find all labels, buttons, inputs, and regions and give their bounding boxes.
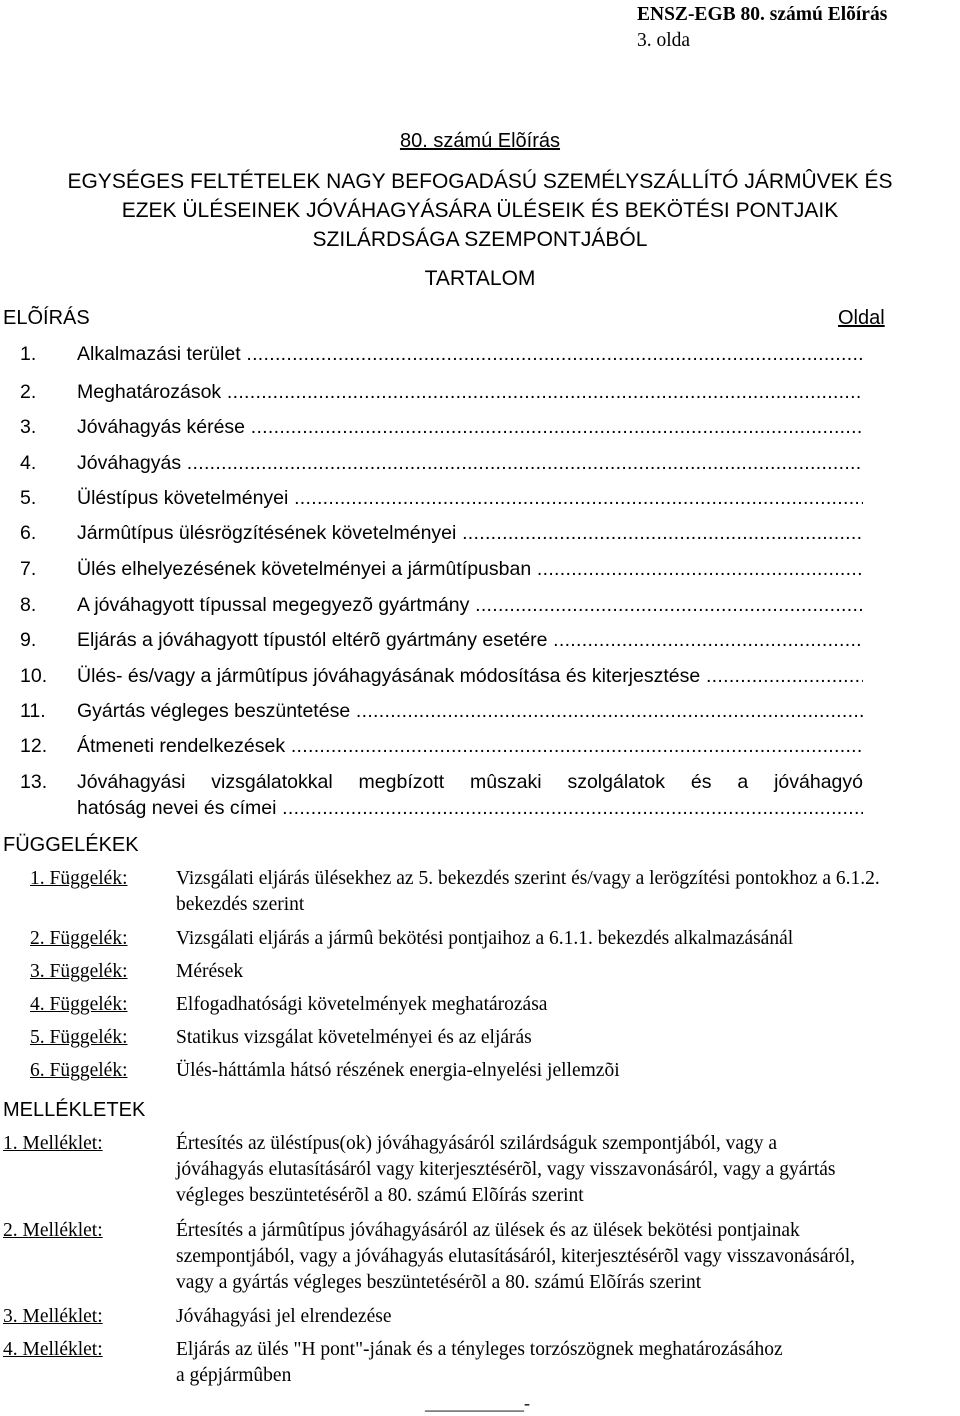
appendix-label: 4. Függelék:	[30, 994, 128, 1015]
toc-title-line-1: Jóváhagyási vizsgálatokkal megbízott mûszaki szolgálatok és a jóváhagyó	[77, 771, 863, 793]
annex-item[interactable]	[3, 1337, 943, 1389]
toc-number: 7.	[20, 558, 37, 580]
toc-item[interactable]	[20, 769, 863, 821]
toc-item[interactable]	[20, 414, 863, 440]
toc-title: Üléstípus követelményei .....	[77, 485, 863, 511]
toc-number: 4.	[20, 452, 37, 474]
toc-title: Ülés elhelyezésének követelményei a jármûtípusban .....	[77, 556, 863, 582]
toc-number: 3.	[20, 416, 37, 438]
annex-text-line: Értesítés a jármûtípus jóváhagyásáról az ülések és az ülések bekötési pontjainak	[176, 1220, 800, 1241]
appendix-text: Elfogadhatósági követelmények meghatározása	[176, 994, 548, 1015]
section-label: ELÕÍRÁS	[3, 307, 90, 329]
toc-number: 1.	[20, 343, 37, 365]
appendix-item[interactable]	[30, 866, 955, 918]
appendix-text: Statikus vizsgálat követelményei és az eljárás	[176, 1027, 532, 1048]
contents-heading: TARTALOM	[424, 267, 536, 290]
header-regulation: ENSZ-EGB 80. számú Elõírás	[637, 4, 888, 25]
toc-number: 11.	[20, 700, 46, 722]
toc-title: Gyártás végleges beszüntetése .....	[77, 698, 863, 724]
toc-number: 10.	[20, 665, 48, 687]
annex-label: 2. Melléklet:	[3, 1220, 103, 1241]
toc-number: 2.	[20, 381, 37, 403]
annex-text-line: Eljárás az ülés "H pont"-jának és a tényleges torzószögnek meghatározásához	[176, 1339, 783, 1360]
annex-item[interactable]	[3, 1304, 943, 1330]
toc-number: 13.	[20, 771, 48, 793]
appendix-label: 6. Függelék:	[30, 1060, 128, 1081]
title-line-2: EZEK ÜLÉSEINEK JÓVÁHAGYÁSÁRA ÜLÉSEIK ÉS BEKÖTÉSI PONTJAIK	[121, 199, 839, 222]
appendix-item[interactable]	[30, 926, 955, 952]
annex-text-line: szempontjából, vagy a jóváhagyás elutasításáról, kiterjesztésérõl vagy visszavonásáról,	[176, 1246, 856, 1267]
appendix-label: 2. Függelék:	[30, 928, 128, 949]
toc-title: Alkalmazási terület .....	[77, 341, 863, 367]
annex-item[interactable]	[3, 1131, 943, 1209]
toc-title: Jóváhagyás .....	[77, 450, 863, 476]
appendix-item[interactable]	[30, 959, 955, 985]
toc-title: Meghatározások .....	[77, 379, 863, 405]
toc-item[interactable]	[20, 698, 863, 724]
toc-item[interactable]	[20, 450, 863, 476]
toc-item[interactable]	[20, 556, 863, 582]
appendix-text: Ülés-háttámla hátsó részének energia-elnyelési jellemzõi	[176, 1060, 620, 1081]
toc-title: A jóváhagyott típussal megegyezõ gyártmány .....	[77, 592, 863, 618]
annex-text-line: Jóváhagyási jel elrendezése	[176, 1306, 392, 1327]
toc-number: 9.	[20, 629, 37, 651]
toc-item[interactable]	[20, 627, 863, 653]
toc-item[interactable]	[20, 592, 863, 618]
toc-number: 12.	[20, 735, 48, 757]
toc-item[interactable]	[20, 520, 863, 546]
appendix-label: 5. Függelék:	[30, 1027, 128, 1048]
toc-number: 8.	[20, 594, 37, 616]
title-line-1: EGYSÉGES FELTÉTELEK NAGY BEFOGADÁSÚ SZEMÉLYSZÁLLÍTÓ JÁRMÛVEK ÉS	[67, 170, 893, 193]
regulation-number: 80. számú Elõírás	[399, 130, 561, 152]
annex-label: 3. Melléklet:	[3, 1306, 103, 1327]
toc-title: Átmeneti rendelkezések .....	[77, 733, 863, 759]
appendix-text: Mérések	[176, 961, 244, 982]
toc-item[interactable]	[20, 663, 863, 689]
annex-text-line: Értesítés az üléstípus(ok) jóváhagyásáról szilárdságuk szempontjából, vagy a	[176, 1133, 778, 1154]
appendix-text: Vizsgálati eljárás a jármû bekötési pontjaihoz a 6.1.1. bekezdés alkalmazásánál	[176, 928, 794, 949]
appendix-item[interactable]	[30, 992, 955, 1018]
annex-label: 4. Melléklet:	[3, 1339, 103, 1360]
appendix-label: 3. Függelék:	[30, 961, 128, 982]
toc-title-line-2: hatóság nevei és címei .....	[77, 795, 863, 821]
annex-text-line: vagy a gyártás végleges beszüntetésérõl a 80. számú Elõírás szerint	[176, 1272, 702, 1293]
appendix-text: Vizsgálati eljárás ülésekhez az 5. bekezdés szerint és/vagy a lerögzítési pontokhoz a 6.1.2. bekezdés szerint	[176, 868, 880, 915]
toc-item[interactable]	[20, 379, 863, 405]
toc-item[interactable]	[20, 341, 863, 367]
appendices-heading: FÜGGELÉKEK	[3, 834, 139, 856]
annex-label: 1. Melléklet:	[3, 1133, 103, 1154]
toc-title: Eljárás a jóváhagyott típustól eltérõ gyártmány esetére .....	[77, 627, 863, 653]
appendix-item[interactable]	[30, 1025, 955, 1051]
annex-text-line: a gépjármûben	[176, 1365, 292, 1386]
header-page: 3. olda	[637, 30, 691, 51]
toc-title: Ülés- és/vagy a jármûtípus jóváhagyásának módosítása és kiterjesztése .....	[77, 663, 863, 689]
toc-number: 6.	[20, 522, 37, 544]
toc-number: 5.	[20, 487, 37, 509]
appendix-label: 1. Függelék:	[30, 868, 128, 889]
annexes-heading: MELLÉKLETEK	[3, 1099, 146, 1121]
toc-item[interactable]	[20, 733, 863, 759]
title-line-3: SZILÁRDSÁGA SZEMPONTJÁBÓL	[312, 228, 648, 251]
footer-rule: ___________-	[425, 1393, 530, 1413]
annex-text-line: végleges beszüntetésérõl a 80. számú Elõírás szerint	[176, 1185, 584, 1206]
page-column-label: Oldal	[838, 307, 885, 329]
appendix-item[interactable]	[30, 1058, 955, 1084]
toc-item[interactable]	[20, 485, 863, 511]
toc-title: Jóváhagyás kérése .....	[77, 414, 863, 440]
annex-item[interactable]	[3, 1218, 943, 1296]
annex-text-line: jóváhagyás elutasításáról vagy kiterjesztésérõl, vagy visszavonásáról, vagy a gyártás	[176, 1159, 836, 1180]
toc-title: Jármûtípus ülésrögzítésének követelményei .....	[77, 520, 863, 546]
